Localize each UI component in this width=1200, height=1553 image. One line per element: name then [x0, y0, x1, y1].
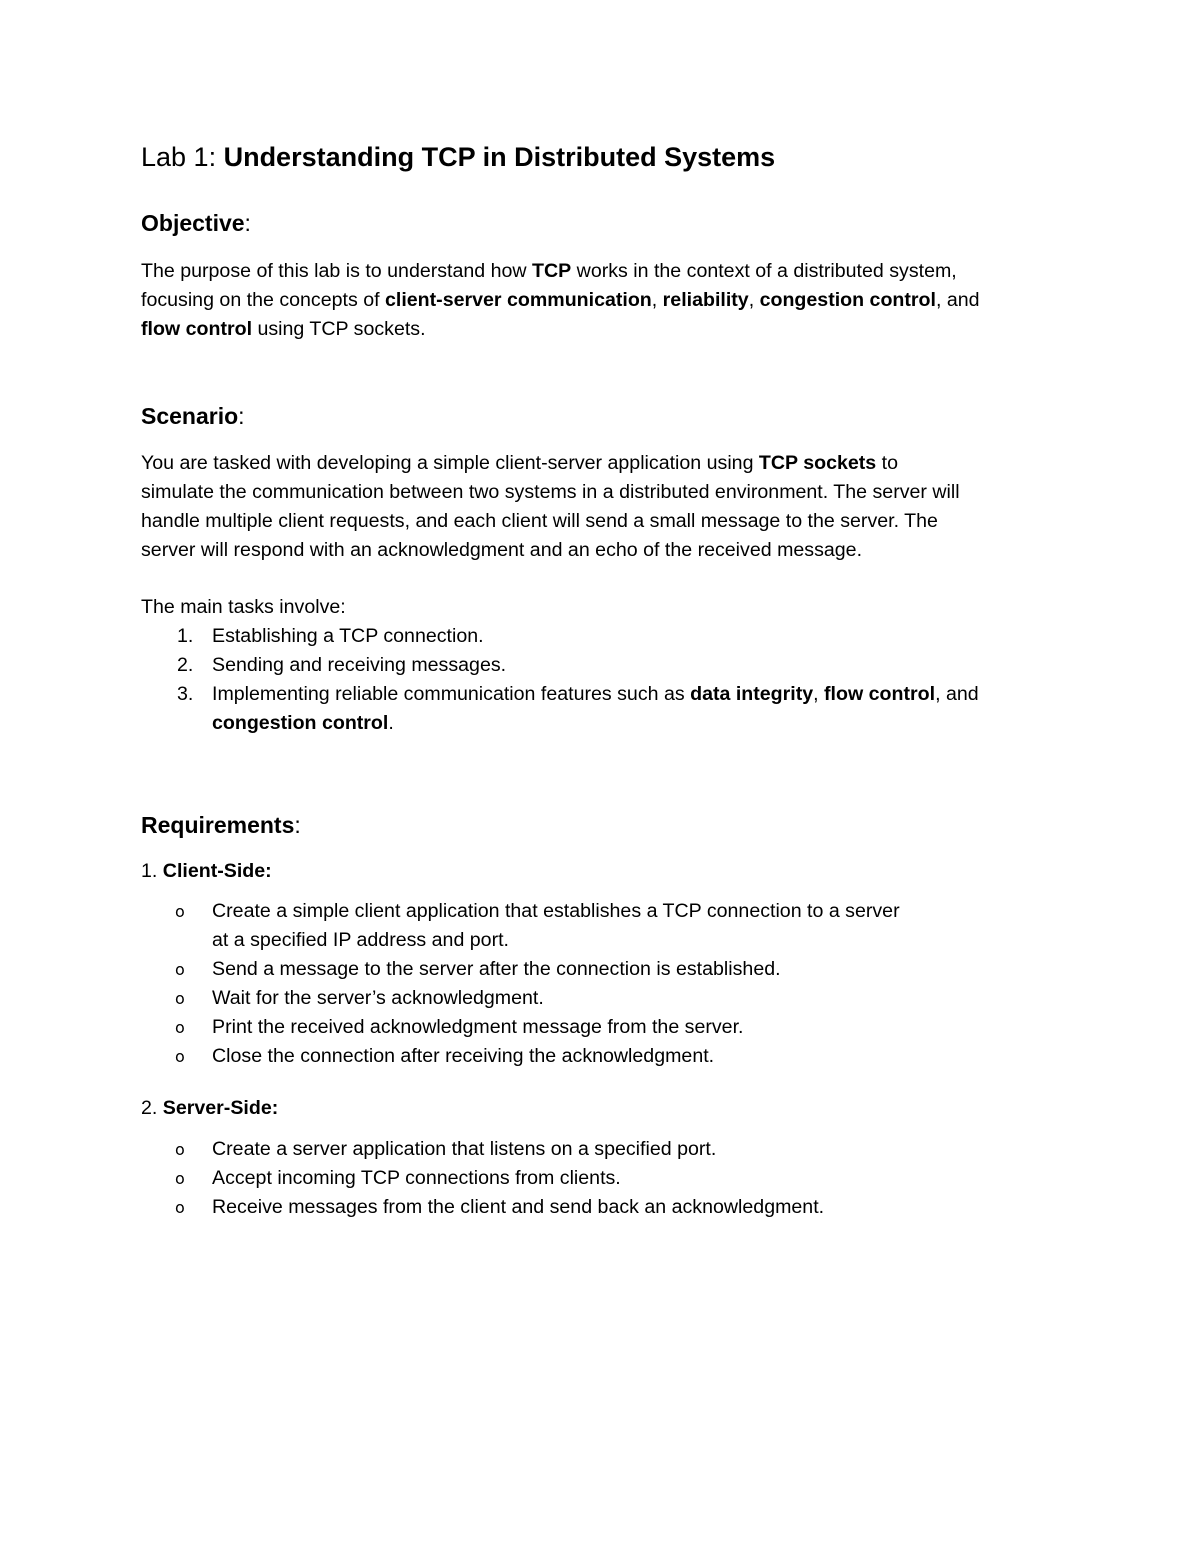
tasks-intro: The main tasks involve:	[141, 596, 346, 618]
list-item	[141, 955, 1071, 984]
text-run: Implementing reliable communication features such as	[212, 683, 691, 705]
bold-run: congestion control	[759, 289, 936, 311]
list-item	[141, 680, 1071, 738]
list-item-line-2	[212, 709, 1071, 738]
scenario-line-1	[141, 449, 1071, 478]
list-number: 3.	[177, 683, 194, 705]
list-item	[141, 651, 1071, 680]
text-run: ,	[651, 289, 663, 311]
circle-bullet-icon: o	[175, 1169, 185, 1188]
text-run: , and	[935, 289, 980, 311]
bold-run: TCP	[532, 260, 572, 282]
list-item	[141, 984, 1071, 1013]
client-requirements-list	[141, 897, 1071, 1071]
list-number: 2.	[177, 654, 194, 676]
list-item-text: Create a server application that listens on a specified port.	[212, 1138, 717, 1160]
bold-run: flow control	[824, 683, 936, 705]
objective-heading	[141, 210, 251, 237]
text-run: using TCP sockets.	[252, 318, 426, 340]
scenario-heading-text: Scenario	[141, 403, 239, 429]
list-item-text: Receive messages from the client and send back an acknowledgment.	[212, 1196, 825, 1218]
requirements-heading-text: Requirements	[141, 812, 295, 838]
server-side-heading	[141, 1097, 278, 1120]
tasks-list	[141, 622, 1071, 738]
list-item	[141, 622, 1071, 651]
scenario-paragraph	[141, 449, 1071, 565]
objective-line-2	[141, 286, 1071, 315]
list-item-line-2: at a specified IP address and port.	[212, 929, 509, 951]
list-item	[141, 897, 1071, 955]
scenario-line-3: handle multiple client requests, and each client will send a small message to the server. The	[141, 510, 938, 532]
objective-heading-text: Objective	[141, 210, 245, 236]
list-item	[141, 1164, 1071, 1193]
text-run: The purpose of this lab is to understand how	[141, 260, 533, 282]
list-item-line-1: Create a simple client application that establishes a TCP connection to a server	[212, 900, 900, 922]
title-main: Understanding TCP in Distributed Systems	[223, 142, 776, 172]
circle-bullet-icon: o	[175, 960, 185, 979]
list-item	[141, 1135, 1071, 1164]
list-item-text: Close the connection after receiving the acknowledgment.	[212, 1045, 715, 1067]
list-item	[141, 1013, 1071, 1042]
circle-bullet-icon: o	[175, 989, 185, 1008]
list-item-text: Sending and receiving messages.	[212, 654, 507, 676]
scenario-line-4: server will respond with an acknowledgment and an echo of the received message.	[141, 539, 863, 561]
list-item-line-1	[212, 680, 1071, 709]
scenario-heading-colon: :	[238, 403, 245, 429]
subsection-label: Server-Side:	[162, 1097, 279, 1119]
text-run: works in the context of a distributed system,	[571, 260, 957, 282]
subsection-label: Client-Side:	[162, 860, 272, 882]
bold-run: TCP sockets	[758, 452, 877, 474]
circle-bullet-icon: o	[175, 1198, 185, 1217]
bold-run: data integrity	[690, 683, 814, 705]
text-run: ,	[813, 683, 825, 705]
list-item	[141, 1042, 1071, 1071]
circle-bullet-icon: o	[175, 1018, 185, 1037]
circle-bullet-icon: o	[175, 1140, 185, 1159]
list-item-text: Establishing a TCP connection.	[212, 625, 484, 647]
server-requirements-list	[141, 1135, 1071, 1222]
text-run: to	[876, 452, 898, 474]
subsection-number: 2.	[141, 1097, 163, 1119]
circle-bullet-icon: o	[175, 1047, 185, 1066]
circle-bullet-icon: o	[175, 902, 185, 921]
list-item-text: Print the received acknowledgment message from the server.	[212, 1016, 744, 1038]
bold-run: flow control	[141, 318, 253, 340]
scenario-line-2: simulate the communication between two systems in a distributed environment. The server will	[141, 481, 960, 503]
list-item	[141, 1193, 1071, 1222]
objective-paragraph	[141, 257, 1071, 344]
requirements-heading-colon: :	[294, 812, 301, 838]
objective-line-1	[141, 257, 1071, 286]
bold-run: congestion control	[212, 712, 389, 734]
list-item-text: Wait for the server’s acknowledgment.	[212, 987, 544, 1009]
text-run: , and	[935, 683, 979, 705]
text-run: focusing on the concepts of	[141, 289, 385, 311]
scenario-heading	[141, 403, 245, 430]
requirements-heading	[141, 812, 301, 839]
text-run: ,	[748, 289, 760, 311]
list-item-text: Send a message to the server after the connection is established.	[212, 958, 781, 980]
objective-line-3	[141, 315, 1071, 344]
bold-run: client-server communication	[385, 289, 652, 311]
title-prefix: Lab 1:	[141, 142, 224, 172]
text-run: .	[388, 712, 394, 734]
objective-heading-colon: :	[244, 210, 251, 236]
subsection-number: 1.	[141, 860, 163, 882]
bold-run: reliability	[662, 289, 749, 311]
client-side-heading	[141, 860, 272, 883]
text-run: You are tasked with developing a simple client-server application using	[141, 452, 759, 474]
list-number: 1.	[177, 625, 194, 647]
list-item-text: Accept incoming TCP connections from clients.	[212, 1167, 621, 1189]
page-title	[141, 142, 775, 173]
